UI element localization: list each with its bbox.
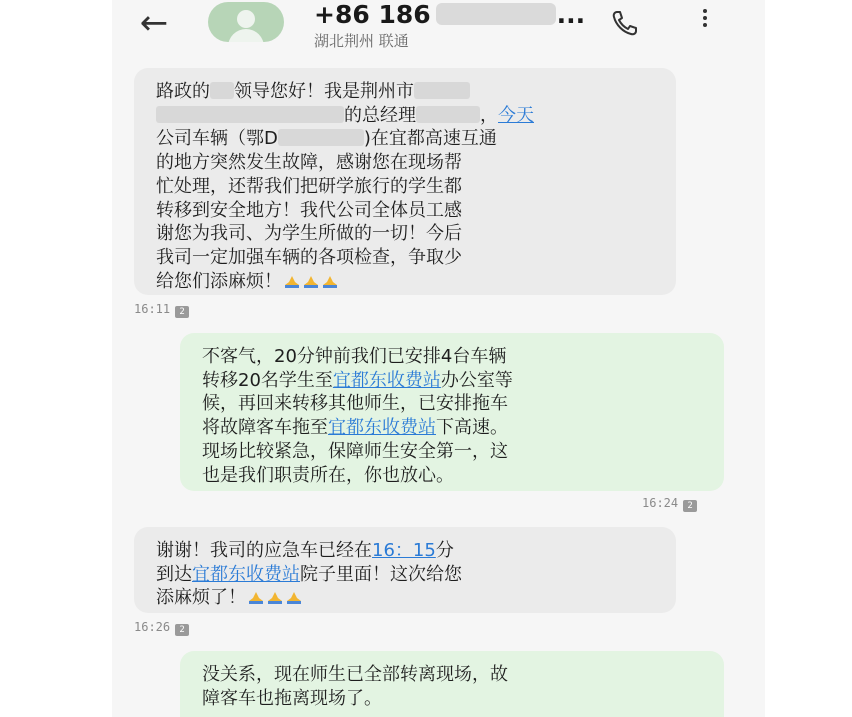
message-link[interactable]: 今天 [498,104,534,126]
sim-card-icon: 2 [175,306,189,318]
folded-hands-icon [302,275,320,288]
more-vertical-icon[interactable] [698,6,712,40]
message-text: 障客车也拖离现场了。 [202,687,382,709]
message-timestamp [642,496,697,512]
message-text: 添麻烦了！ [156,587,246,609]
incoming-message-bubble[interactable] [134,68,676,295]
message-line [156,586,648,610]
message-text: 领导您好！我是荆州市 [234,81,414,102]
sim-card-icon: 2 [683,500,697,512]
message-line [156,104,648,128]
message-line [156,199,648,223]
timestamp-text: 16:11 [134,302,171,316]
folded-hands-icon [266,591,284,604]
message-timestamp [134,302,189,318]
redacted-text [414,82,470,99]
message-text: 到达 [156,563,192,585]
message-text: 的地方突然发生故障，感谢您在现场帮 [156,152,462,174]
message-text: 路政的 [156,81,210,102]
arrow-left-icon: ← [139,3,169,43]
message-line [202,345,696,369]
message-text: ， [480,104,498,126]
back-button[interactable] [134,3,174,43]
message-text: 候，再回来转移其他师生，已安排拖车 [202,393,508,415]
message-line [156,127,648,151]
outgoing-message-bubble[interactable] [180,333,724,491]
outgoing-message-bubble[interactable] [180,651,724,717]
message-line [202,464,696,488]
message-line [156,175,648,199]
contact-location: 湖北荆州 联通 [314,32,409,50]
redacted-text [156,106,344,123]
message-text: 公司车辆（鄂D [156,128,278,150]
message-line [156,270,648,294]
message-text: 不客气，20分钟前我们已安排4台车辆 [202,346,507,367]
message-text: )在宜都高速互通 [363,128,497,150]
sms-conversation-screen [112,0,765,717]
timestamp-text: 16:24 [642,496,679,510]
message-text: 谢谢！我司的应急车已经在 [156,540,372,561]
timestamp-text: 16:26 [134,620,171,634]
message-text: 给您们添麻烦！ [156,270,282,292]
folded-hands-icon [283,275,301,288]
redacted-text [278,129,364,146]
folded-hands-icon [321,275,339,288]
message-line [202,392,696,416]
message-text: 的总经理 [344,104,416,126]
contact-avatar-icon[interactable] [208,2,284,42]
message-text: 也是我们职责所在，你也放心。 [202,464,454,486]
sim-card-icon: 2 [175,624,189,636]
message-text: 下高速。 [436,417,508,439]
message-text: 现场比较紧急，保障师生安全第一，这 [202,440,508,462]
message-link[interactable]: 宜都东收费站 [328,417,436,439]
number-ellipsis: ... [556,0,586,29]
folded-hands-icon [285,591,303,604]
message-text: 我司一定加强车辆的各项检查，争取少 [156,246,462,268]
message-text: 谢您为我司、为学生所做的一切！今后 [156,223,462,245]
phone-icon[interactable] [608,6,642,40]
message-line [202,687,696,711]
message-text: 转移20名学生至 [202,369,333,391]
message-line [202,440,696,464]
message-line [156,222,648,246]
message-link[interactable]: 16：15 [372,540,436,561]
message-text: 办公室等 [440,369,513,391]
message-line [156,563,648,587]
message-line [156,80,648,104]
message-timestamp [134,620,189,636]
message-line [202,416,696,440]
message-text: 分 [435,540,454,561]
message-line [156,539,648,563]
redacted-text [416,106,480,123]
message-link[interactable]: 宜都东收费站 [192,563,300,585]
conversation-header [112,0,765,62]
message-text: 没关系，现在师生已全部转离现场，故 [202,664,508,685]
message-line [202,369,696,393]
message-line [202,663,696,687]
incoming-message-bubble[interactable] [134,527,676,613]
message-link[interactable]: 宜都东收费站 [332,369,441,391]
message-line [156,151,648,175]
message-text: 院子里面！这次给您 [300,563,462,585]
folded-hands-icon [247,591,265,604]
redacted-text [210,82,234,99]
contact-phone-number: +86 186 ... [314,0,586,29]
message-text: 将故障客车拖至 [202,417,328,439]
message-line [156,246,648,270]
redacted-number [436,3,556,25]
message-text: 转移到安全地方！我代公司全体员工感 [156,199,462,221]
message-text: 忙处理，还帮我们把研学旅行的学生都 [156,175,462,197]
